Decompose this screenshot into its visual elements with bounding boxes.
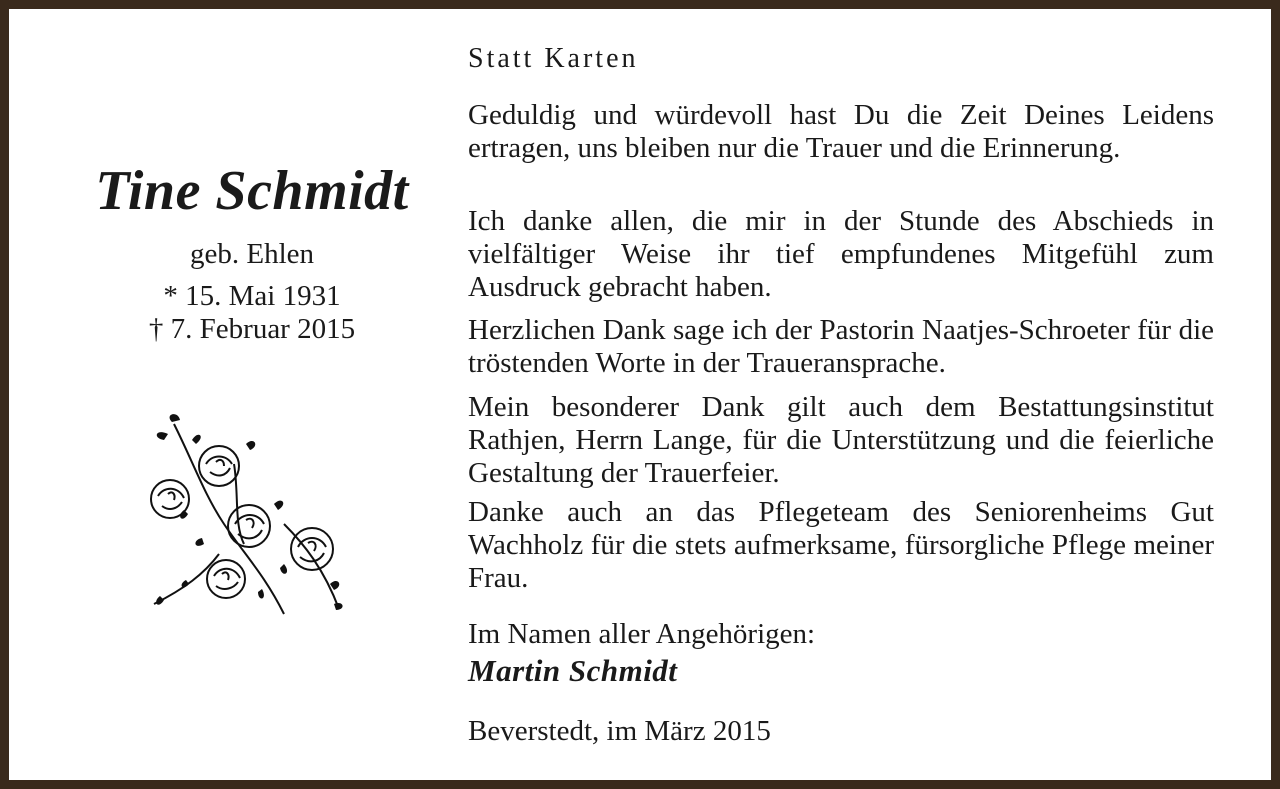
notice-header: Statt Karten [468, 43, 639, 74]
birth-name: geb. Ehlen [189, 238, 314, 270]
rose-1 [199, 446, 239, 486]
closing-line: Im Namen aller Angehörigen: [468, 618, 816, 650]
paragraph-4: Mein besonderer Dank gilt auch dem Bestattungsinstitut Rathjen, Herrn Lange, für die Unterstützung und die feierliche Gestaltung der Trauerfeier. [468, 391, 1214, 489]
paragraph-1: Geduldig und würdevoll hast Du die Zeit Deines Leidens ertragen, uns bleiben nur die Trauer und die Erinnerung. [468, 99, 1214, 164]
birth-date: * 15. Mai 1931 [163, 280, 341, 312]
paragraph-3: Herzlichen Dank sage ich der Pastorin Naatjes-Schroeter für die tröstenden Worte in der Traueransprache. [468, 314, 1214, 379]
deceased-panel [9, 9, 495, 780]
rose-branch-icon [134, 404, 364, 624]
paragraph-5: Danke auch an das Pflegeteam des Seniorenheims Gut Wachholz für die stets aufmerksame, fürsorgliche Pflege meiner Frau. [468, 496, 1214, 594]
signer-name: Martin Schmidt [468, 653, 678, 688]
deceased-name: Tine Schmidt [95, 160, 409, 222]
obituary-card [9, 9, 1271, 780]
paragraph-2: Ich danke allen, die mir in der Stunde des Abschieds in vielfältiger Weise ihr tief empfundenes Mitgefühl zum Ausdruck gebracht haben. [468, 205, 1214, 303]
death-date: † 7. Februar 2015 [148, 313, 356, 345]
place-date: Beverstedt, im März 2015 [468, 715, 771, 747]
